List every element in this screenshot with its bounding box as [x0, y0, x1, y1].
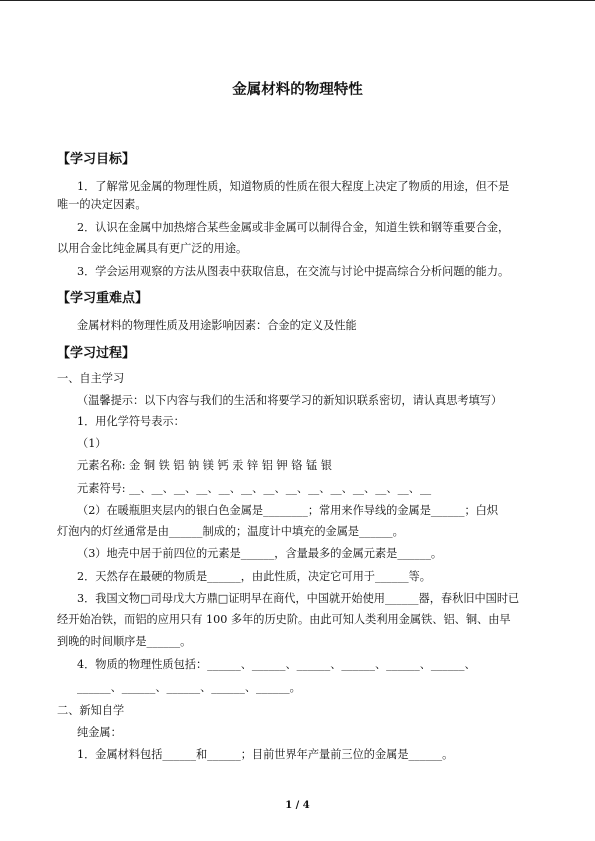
element-names-row: 元素名称: 金 铜 铁 铝 钠 镁 钙 汞 锌 铝 钾 铬 锰 银 — [77, 459, 332, 472]
question-3-line-2: 经开始冶铁，而铝的应用只有 100 多年的历史阶。由此可知人类利用金属铁、铝、铜、由早 — [57, 613, 511, 626]
goal-2-line-2: 以用合金比纯金属具有更广泛的用途。 — [57, 242, 248, 255]
question-4-line-2: ______、______、______、______、______。 — [77, 681, 301, 694]
question-3-line-3: 到晚的时间顺序是______。 — [57, 635, 192, 648]
question-1-sub-3: （3）地壳中居于前四位的元素是______，含量最多的金属元素是______。 — [77, 547, 443, 560]
part-2-heading: 二、新知自学 — [57, 704, 125, 717]
part-1-heading: 一、自主学习 — [57, 372, 125, 385]
question-3-line-1: 3．我国文物□司母戊大方鼎□证明早在商代，中国就开始使用______器，春秋旧中国时已 — [77, 592, 520, 605]
page-number: 1 / 4 — [285, 800, 310, 811]
element-symbols-row: 元素符号: __、__、__、__、__、__、__、__、__、__、__、__、__、__ — [77, 482, 432, 495]
page-title: 金属材料的物理特性 — [232, 82, 363, 98]
new-question-1: 1．金属材料包括______和______；目前世界年产量前三位的金属是______。 — [77, 748, 454, 761]
goal-1-line-2: 唯一的决定因素。 — [57, 198, 147, 211]
goal-1-line-1: 1．了解常见金属的物理性质，知道物质的性质在很大程度上决定了物质的用途，但不是 — [77, 180, 510, 193]
question-4-line-1: 4．物质的物理性质包括：______、______、______、______、______、______、 — [77, 658, 476, 671]
goal-3: 3．学会运用观察的方法从图表中获取信息，在交流与讨论中提高综合分析问题的能力。 — [77, 265, 510, 278]
page-top-border — [0, 0, 595, 1]
question-1-sub-2-line-2: 灯泡内的灯丝通常是由______制成的；温度计中填充的金属是______。 — [57, 525, 404, 538]
pure-metal-label: 纯金属： — [77, 726, 122, 739]
question-1-sub-1: （1） — [77, 437, 107, 450]
section-heading-goals: 【学习目标】 — [57, 152, 136, 167]
section-heading-key-points: 【学习重难点】 — [57, 291, 149, 306]
key-points-text: 金属材料的物理性质及用途影响因素：合金的定义及性能 — [77, 319, 357, 332]
section-heading-process: 【学习过程】 — [57, 346, 136, 361]
question-2: 2．天然存在最硬的物质是______，由此性质，决定它可用于______等。 — [77, 570, 431, 583]
hint-text: （温馨提示：以下内容与我们的生活和将要学习的新知识联系密切，请认真思考填写） — [77, 394, 503, 407]
question-1: 1．用化学符号表示： — [77, 415, 185, 428]
question-1-sub-2-line-1: （2）在暖瓶胆夹层内的银白色金属是________；常用来作导线的金属是______；白炽 — [77, 504, 499, 517]
goal-2-line-1: 2．认识在金属中加热熔合某些金属或非金属可以制得合金，知道生铁和钢等重要合金， — [77, 221, 510, 234]
